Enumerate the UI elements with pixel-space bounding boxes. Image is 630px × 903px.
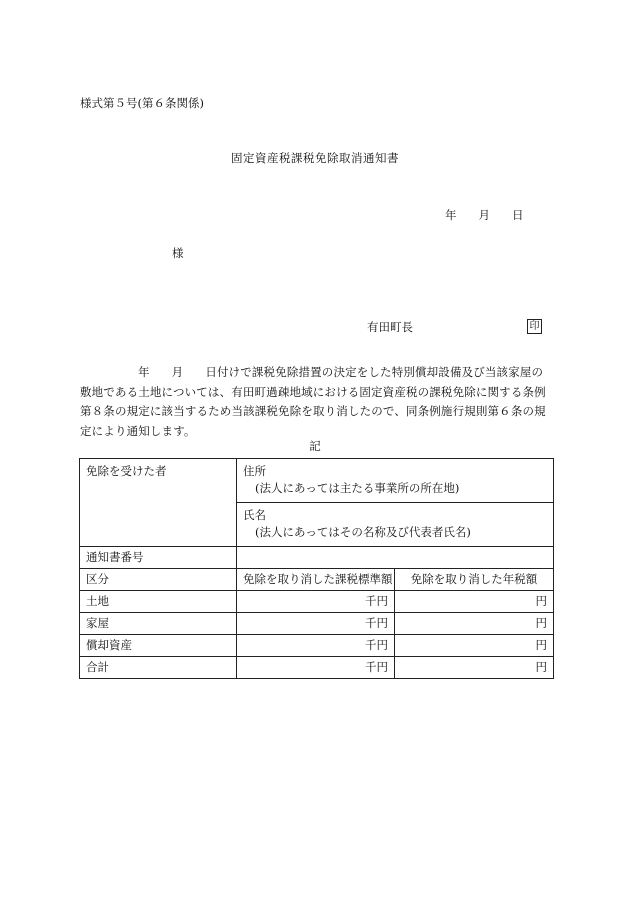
body-line-1-text: 日付けで課税免除措置の決定をした特別償却設備及び当該家屋の (205, 365, 544, 379)
table-header-row (80, 569, 554, 591)
address-label: 住所 (243, 464, 266, 478)
row-category: 償却資産 (80, 635, 237, 657)
details-table (79, 458, 554, 679)
seal-mark: 印 (527, 319, 542, 334)
body-line-3: 第８条の規定に該当するため当該課税免除を取り消したので、同条例施行規則第６条の規 (80, 404, 546, 418)
address-cell (237, 459, 554, 503)
body-line-2: 敷地である土地については、有田町過疎地域における固定資産税の課税免除に関する条例 (80, 384, 546, 399)
row-category: 土地 (80, 591, 237, 613)
row-annual-amount[interactable]: 円 (395, 635, 554, 657)
date-year: 年 (445, 208, 457, 222)
row-standard-amount[interactable]: 千円 (237, 635, 395, 657)
exempt-person-label: 免除を受けた者 (80, 459, 237, 547)
notice-number-label: 通知書番号 (80, 547, 237, 569)
body-line-1 (80, 363, 552, 383)
table-row (80, 591, 554, 613)
body-month: 月 (171, 365, 184, 379)
date-month: 月 (478, 208, 490, 222)
row-category: 合計 (80, 657, 237, 679)
name-cell (237, 503, 554, 547)
row-annual-amount[interactable]: 円 (395, 613, 554, 635)
name-label: 氏名 (243, 508, 266, 522)
row-standard-amount[interactable]: 千円 (237, 613, 395, 635)
ki-heading: 記 (309, 439, 321, 453)
table-row (80, 657, 554, 679)
row-annual-amount[interactable]: 円 (395, 591, 554, 613)
body-line-4: 定により通知します。 (80, 423, 196, 438)
table-row (80, 635, 554, 657)
notice-body (80, 363, 552, 441)
issuer-name: 有田町長 (367, 320, 413, 334)
document-title: 固定資産税課税免除取消通知書 (231, 151, 399, 165)
row-category: 家屋 (80, 613, 237, 635)
table-row (80, 613, 554, 635)
date-line (445, 209, 524, 223)
form-number: 様式第５号(第６条関係) (80, 96, 204, 110)
name-note: (法人にあってはその名称及び代表者氏名) (255, 524, 471, 539)
address-note: (法人にあっては主たる事業所の所在地) (255, 480, 460, 495)
table-row (80, 547, 554, 569)
addressee-honorific: 様 (172, 246, 184, 260)
column-annual: 免除を取り消した年税額 (395, 569, 554, 591)
column-category: 区分 (80, 569, 237, 591)
row-standard-amount[interactable]: 千円 (237, 591, 395, 613)
table-row (80, 459, 554, 503)
row-standard-amount[interactable]: 千円 (237, 657, 395, 679)
notice-number-value[interactable] (237, 547, 554, 569)
date-day: 日 (512, 208, 524, 222)
column-standard: 免除を取り消した課税標準額 (237, 569, 395, 591)
body-year: 年 (138, 365, 150, 379)
row-annual-amount[interactable]: 円 (395, 657, 554, 679)
